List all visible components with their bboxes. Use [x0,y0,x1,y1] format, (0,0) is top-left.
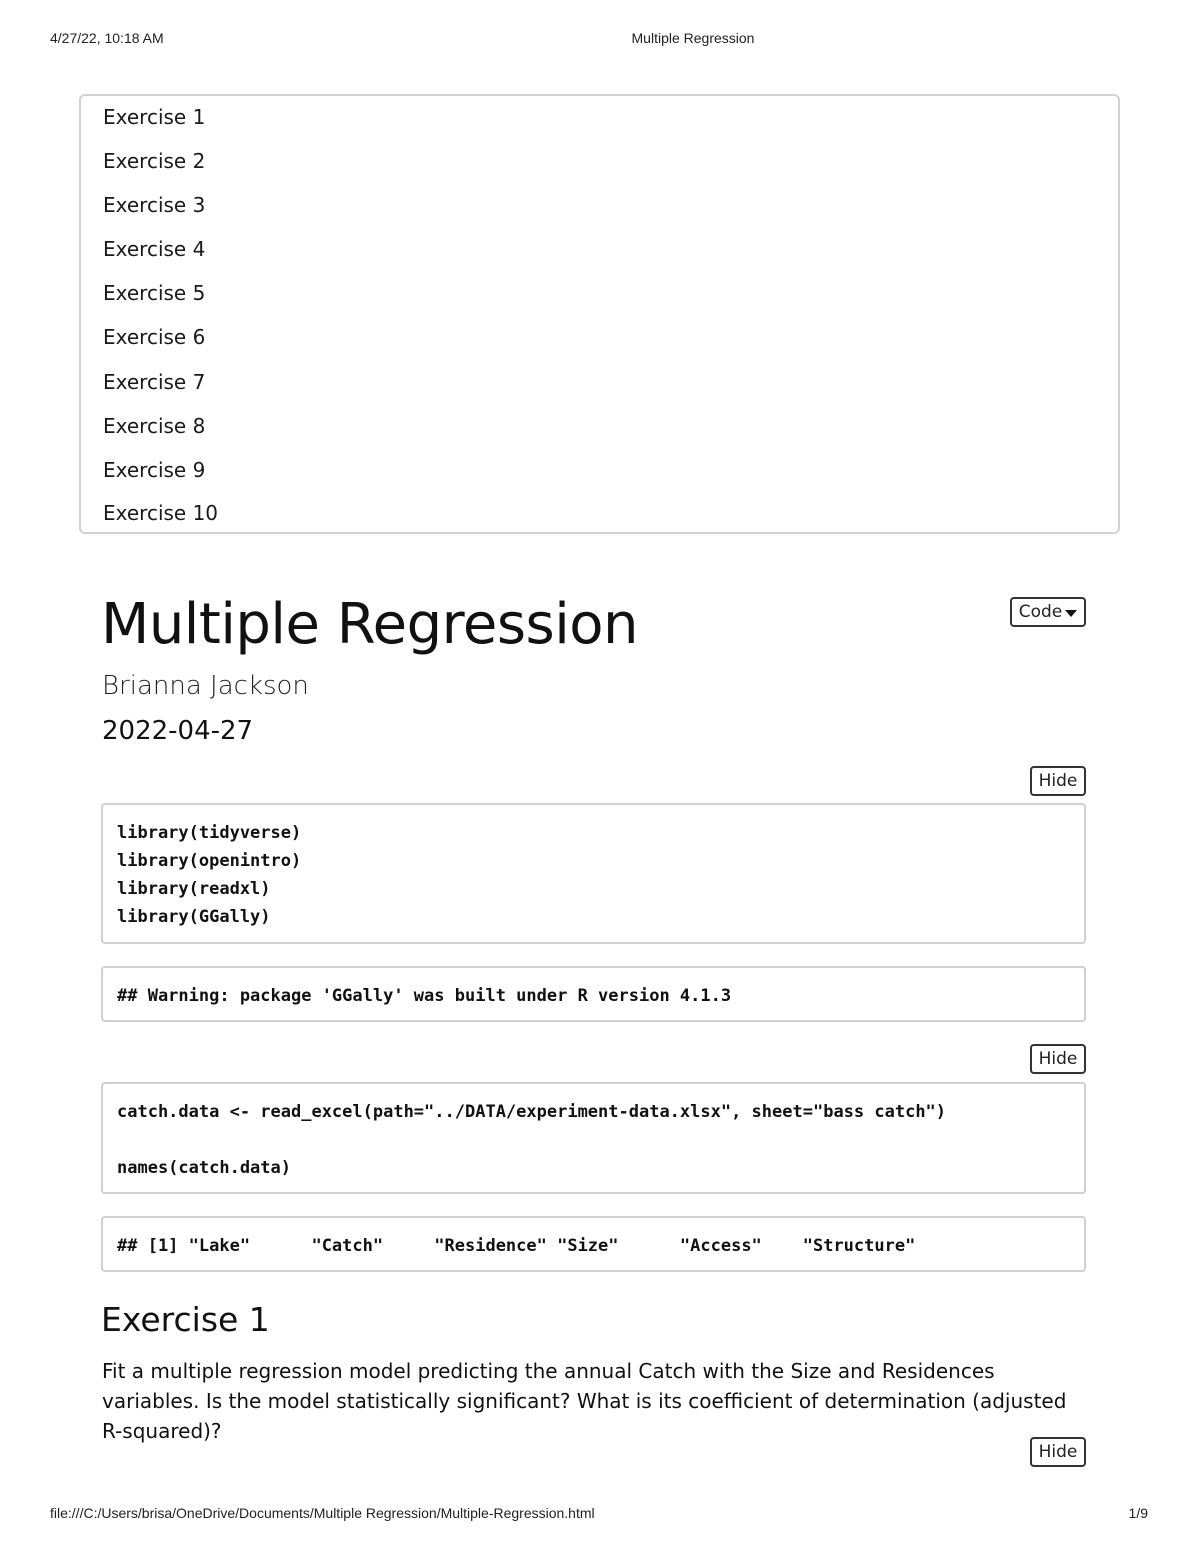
toc-item-exercise-6[interactable]: Exercise 6 [103,325,206,349]
page-title: Multiple Regression [101,592,639,657]
document-date: 2022-04-27 [102,716,254,746]
toc-item-exercise-1[interactable]: Exercise 1 [103,105,206,129]
page-number: 1/9 [1128,1505,1148,1521]
code-chunk-libraries: library(tidyverse) library(openintro) library(readxl) library(GGally) [101,803,1086,944]
author: Brianna Jackson [102,671,309,701]
code-button-label: Code [1018,602,1063,622]
toc-item-exercise-4[interactable]: Exercise 4 [103,237,206,261]
print-header [0,30,1200,50]
code-dropdown-button[interactable] [1010,597,1086,627]
toc-item-exercise-9[interactable]: Exercise 9 [103,458,206,482]
print-footer [0,1505,1200,1525]
exercise-1-heading: Exercise 1 [101,1300,270,1339]
hide-code-button[interactable]: Hide [1030,766,1086,796]
toc-item-exercise-8[interactable]: Exercise 8 [103,414,206,438]
print-title: Multiple Regression [631,30,755,46]
toc-item-exercise-10[interactable]: Exercise 10 [103,501,219,525]
toc-item-exercise-2[interactable]: Exercise 2 [103,149,206,173]
table-of-contents [79,94,1120,534]
print-datetime: 4/27/22, 10:18 AM [50,30,164,46]
code-chunk-read-data: catch.data <- read_excel(path="../DATA/experiment-data.xlsx", sheet="bass catch") names(catch.data) [101,1082,1086,1194]
exercise-1-text: Fit a multiple regression model predicting the annual Catch with the Size and Residences variables. Is the model statistically significant? What is its coefficient of determination (adjusted R-squared)? [102,1359,1067,1443]
output-names: ## [1] "Lake" "Catch" "Residence" "Size" "Access" "Structure" [101,1216,1086,1272]
toc-item-exercise-7[interactable]: Exercise 7 [103,370,206,394]
hide-code-button[interactable]: Hide [1030,1044,1086,1074]
toc-item-exercise-5[interactable]: Exercise 5 [103,281,206,305]
hide-code-button[interactable]: Hide [1030,1437,1086,1467]
print-url: file:///C:/Users/brisa/OneDrive/Documents/Multiple Regression/Multiple-Regression.html [50,1505,595,1521]
output-warning: ## Warning: package 'GGally' was built under R version 4.1.3 [101,966,1086,1022]
caret-down-icon [1065,610,1077,617]
toc-item-exercise-3[interactable]: Exercise 3 [103,193,206,217]
